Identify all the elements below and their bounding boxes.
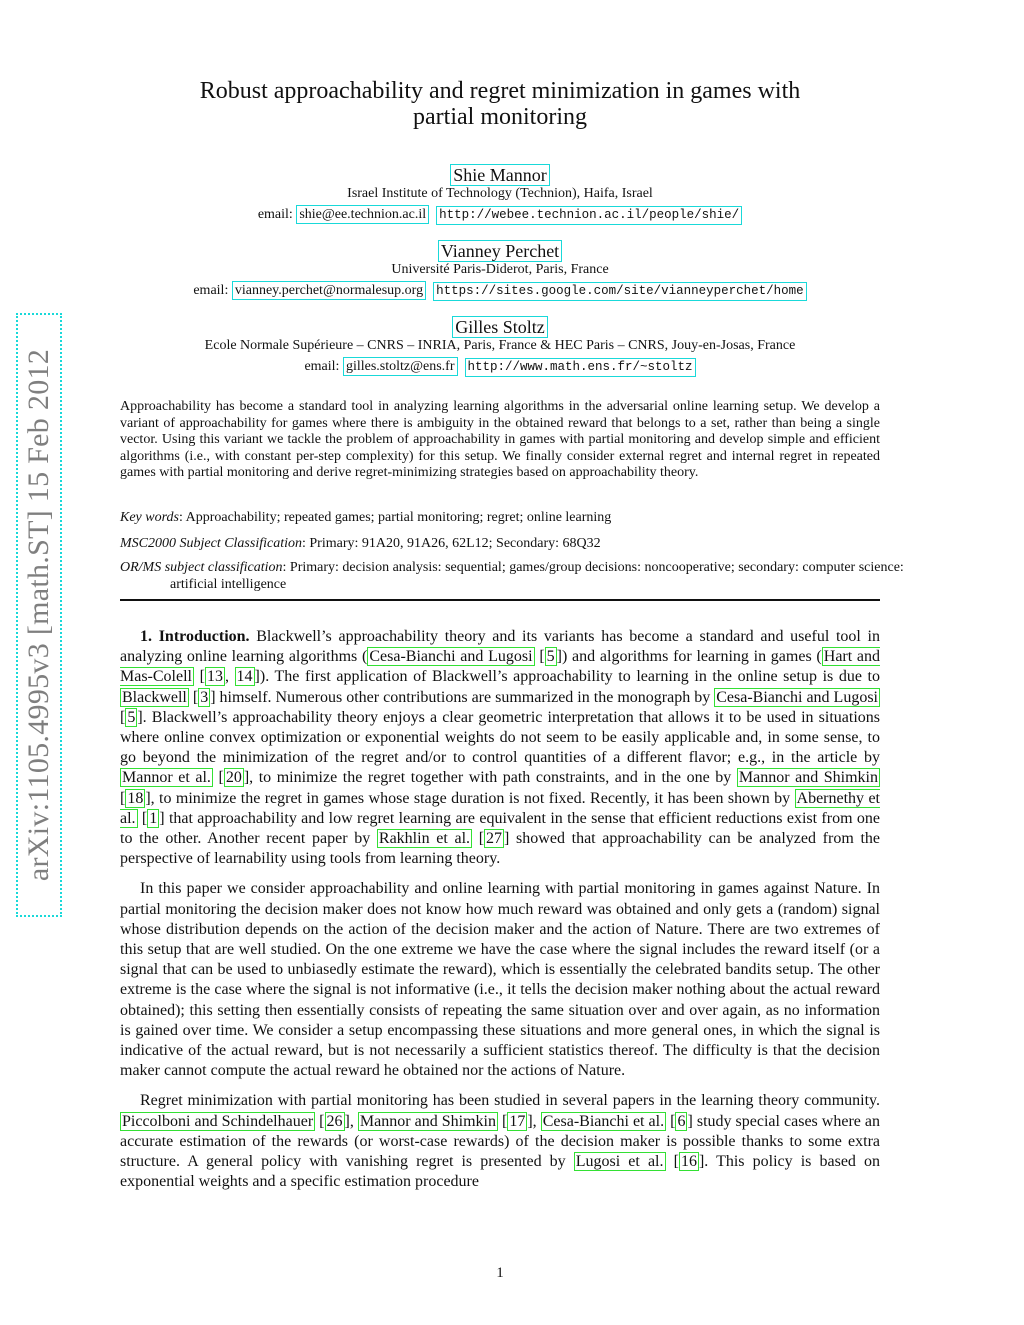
msc-classification: [120, 535, 880, 552]
page-number: 1: [496, 1265, 504, 1281]
citation-link[interactable]: Abernethy et al.: [120, 789, 880, 827]
citation-link[interactable]: Rakhlin et al.: [378, 830, 471, 848]
reference-number-link[interactable]: 5: [127, 708, 136, 726]
text-run: [: [188, 688, 199, 706]
reference-number-link[interactable]: 26: [326, 1112, 343, 1130]
text-run: ] himself. Numerous other contributions are summarized in the monograph by: [210, 688, 715, 706]
text-run: [: [120, 708, 126, 726]
title-line-1: Robust approachability and regret minimization in games with: [199, 78, 801, 104]
arxiv-sidebar-stamp[interactable]: [16, 313, 62, 917]
intro-paragraph-1: [120, 627, 880, 869]
keywords-text: : Approachability; repeated games; partial monitoring; regret; online learning: [178, 510, 612, 525]
intro-paragraph-3: [120, 1091, 880, 1192]
email-label: email:: [257, 207, 293, 222]
reference-number-link[interactable]: 6: [677, 1112, 686, 1130]
intro-paragraph-2: In this paper we consider approachability and online learning with partial monitoring in games against Nature. In partial monitoring the decision maker does not know how much reward was obtained and only gets a (random) signal whose distribution depends on the action of the decision maker and the action of Nature. There are two extremes of this setup that are well studied. On the one extreme we have the case where the signal includes the reward itself (or a signal that can be used to unbiasedly estimate the reward), which is essentially the celebrated bandits setup. The other extreme is the case where the signal is not informative (i.e., it tells the decision maker nothing about the actual reward obtained); this setting then essentially consists of repeating the same situation over and over again, as no information is gained over time. We consider a setup encompassing these situations and more general ones, in which the signal is indicative of the actual reward, but is not necessarily a sufficient statistics thereof. The difficulty is that the decision maker cannot compute the actual reward he obtained nor the actions of Nature.: [120, 880, 880, 1080]
author-affiliation: Israel Institute of Technology (Technion), Haifa, Israel: [347, 186, 653, 201]
paper-title: [120, 78, 880, 130]
text-run: ],: [527, 1112, 541, 1130]
reference-number-link[interactable]: 18: [127, 789, 144, 807]
reference-number-link[interactable]: 3: [200, 688, 209, 706]
orms-label: OR/MS subject classification: [120, 560, 283, 575]
author-contact: [120, 281, 880, 301]
text-run: Regret minimization with partial monitoring has been studied in several papers in the learning theory community.: [140, 1092, 880, 1110]
homepage-link[interactable]: https://sites.google.com/site/vianneyperchet/home: [433, 282, 807, 301]
citation-link[interactable]: Blackwell: [122, 688, 187, 706]
text-run: [: [137, 809, 148, 827]
text-run: ], to minimize the regret together with path constraints, and in the one by: [243, 769, 737, 787]
abstract-divider: [120, 599, 880, 601]
email-label: email:: [304, 359, 340, 374]
citation-link[interactable]: Hart and Mas-Colell: [120, 648, 881, 686]
email-label: email:: [193, 283, 229, 298]
msc-text: : Primary: 91A20, 91A26, 62L12; Secondary: 68Q32: [302, 536, 601, 551]
author-name-link[interactable]: Shie Mannor: [450, 164, 550, 186]
author-contact: [120, 357, 880, 377]
text-run: ] study special cases where an accurate estimation of the rewards (or worst-case rewards) of the decision maker is possible thanks to some extra structure. A general policy with vanishing regret is presented by: [120, 1112, 881, 1171]
reference-number-link[interactable]: 27: [486, 830, 503, 848]
paper-body: [120, 627, 880, 1202]
homepage-link[interactable]: http://www.math.ens.fr/~stoltz: [465, 358, 696, 377]
citation-link[interactable]: Mannor and Shimkin: [738, 769, 879, 787]
email-link[interactable]: shie@ee.technion.ac.il: [296, 205, 429, 224]
text-run: ] showed that approachability can be analyzed from the perspective of learnability using tools from learning theory.: [120, 830, 881, 868]
citation-link[interactable]: Mannor et al.: [122, 769, 211, 787]
text-run: [: [194, 668, 205, 686]
citation-link[interactable]: Cesa-Bianchi et al.: [542, 1112, 665, 1130]
keywords: [120, 509, 880, 526]
author-name-link[interactable]: Vianney Perchet: [438, 240, 562, 262]
section-heading: 1. Introduction.: [140, 628, 250, 645]
reference-number-link[interactable]: 5: [546, 648, 555, 666]
orms-classification: [120, 559, 930, 593]
email-link[interactable]: vianney.perchet@normalesup.org: [232, 281, 426, 300]
author-name-link[interactable]: Gilles Stoltz: [452, 316, 548, 338]
text-run: ]) and algorithms for learning in games (: [556, 648, 822, 666]
reference-number-link[interactable]: 1: [149, 809, 158, 827]
msc-label: MSC2000 Subject Classification: [120, 536, 302, 551]
citation-link[interactable]: Piccolboni and Schindelhauer: [122, 1112, 314, 1130]
text-run: Blackwell’s approachability theory and its variants has become a standard and useful tool in analyzing online learning algorithms (: [120, 628, 881, 666]
orms-text: : Primary: decision analysis: sequential; games/group decisions: noncooperative; secondary: computer science: artificial intelligence: [170, 560, 904, 592]
author-block-1: [120, 164, 880, 186]
text-run: [: [497, 1112, 508, 1130]
author-affiliation: Université Paris-Diderot, Paris, France: [391, 262, 609, 277]
abstract: Approachability has become a standard tool in analyzing learning algorithms in the adversarial online learning setup. We develop a variant of approachability for games where there is ambiguity in the obtained reward that belongs to a set, rather than being a single vector. Using this variant we tackle the problem of approachability in games with partial monitoring and develop simple and efficient algorithms (i.e., with constant per-step complexity) for this setup. We finally consider external regret and internal regret in repeated games with partial monitoring and derive regret-minimizing strategies based on approachability theory.: [120, 399, 880, 480]
reference-number-link[interactable]: 13: [206, 668, 223, 686]
text-run: [: [212, 769, 224, 787]
reference-number-link[interactable]: 20: [225, 769, 242, 787]
text-run: ]. Blackwell’s approachability theory enjoys a clear geometric interpretation that allows it to be used in situations where online convex optimization or exponential weights do not seem to be easily applicable and, in some sense, to go beyond the minimization of the regret and/or to control quantities of a different flavor; e.g., in the article by: [120, 708, 880, 767]
homepage-link[interactable]: http://webee.technion.ac.il/people/shie/: [436, 206, 742, 225]
text-run: ]). The first application of Blackwell’s approachability to learning in the online setup is due to: [254, 668, 881, 686]
citation-link[interactable]: Cesa-Bianchi and Lugosi: [716, 688, 878, 706]
reference-number-link[interactable]: 14: [236, 668, 253, 686]
text-run: [: [665, 1153, 679, 1171]
citation-link[interactable]: Lugosi et al.: [575, 1153, 664, 1171]
reference-number-link[interactable]: 17: [509, 1112, 526, 1130]
title-line-2: partial monitoring: [413, 104, 587, 130]
author-contact: [120, 205, 880, 225]
text-run: ],: [344, 1112, 358, 1130]
text-run: [: [534, 648, 545, 666]
author-affiliation: Ecole Normale Supérieure – CNRS – INRIA, Paris, France & HEC Paris – CNRS, Jouy-en-Josas, France: [204, 338, 796, 353]
keywords-label: Key words: [120, 510, 179, 525]
reference-number-link[interactable]: 16: [680, 1153, 697, 1171]
author-block-3: [120, 316, 880, 338]
citation-link[interactable]: Cesa-Bianchi and Lugosi: [369, 648, 533, 666]
email-link[interactable]: gilles.stoltz@ens.fr: [343, 357, 458, 376]
text-run: ,: [224, 668, 235, 686]
text-run: ] that approachability and low regret learning are equivalent in the sense that efficient reductions exist from one to the other. Another recent paper by: [120, 809, 881, 848]
text-run: [: [472, 830, 485, 848]
text-run: [: [315, 1112, 325, 1130]
citation-link[interactable]: Mannor and Shimkin: [359, 1112, 496, 1130]
text-run: ], to minimize the regret in games whose stage duration is not fixed. Recently, it has been shown by: [145, 789, 795, 807]
text-run: ]. This policy is based on exponential weights and a specific estimation procedure: [120, 1153, 881, 1191]
arxiv-id: arXiv:1105.4995v3 [math.ST] 15 Feb 2012: [22, 348, 55, 882]
author-block-2: [120, 240, 880, 262]
text-run: [: [120, 789, 126, 807]
text-run: [: [666, 1112, 676, 1130]
